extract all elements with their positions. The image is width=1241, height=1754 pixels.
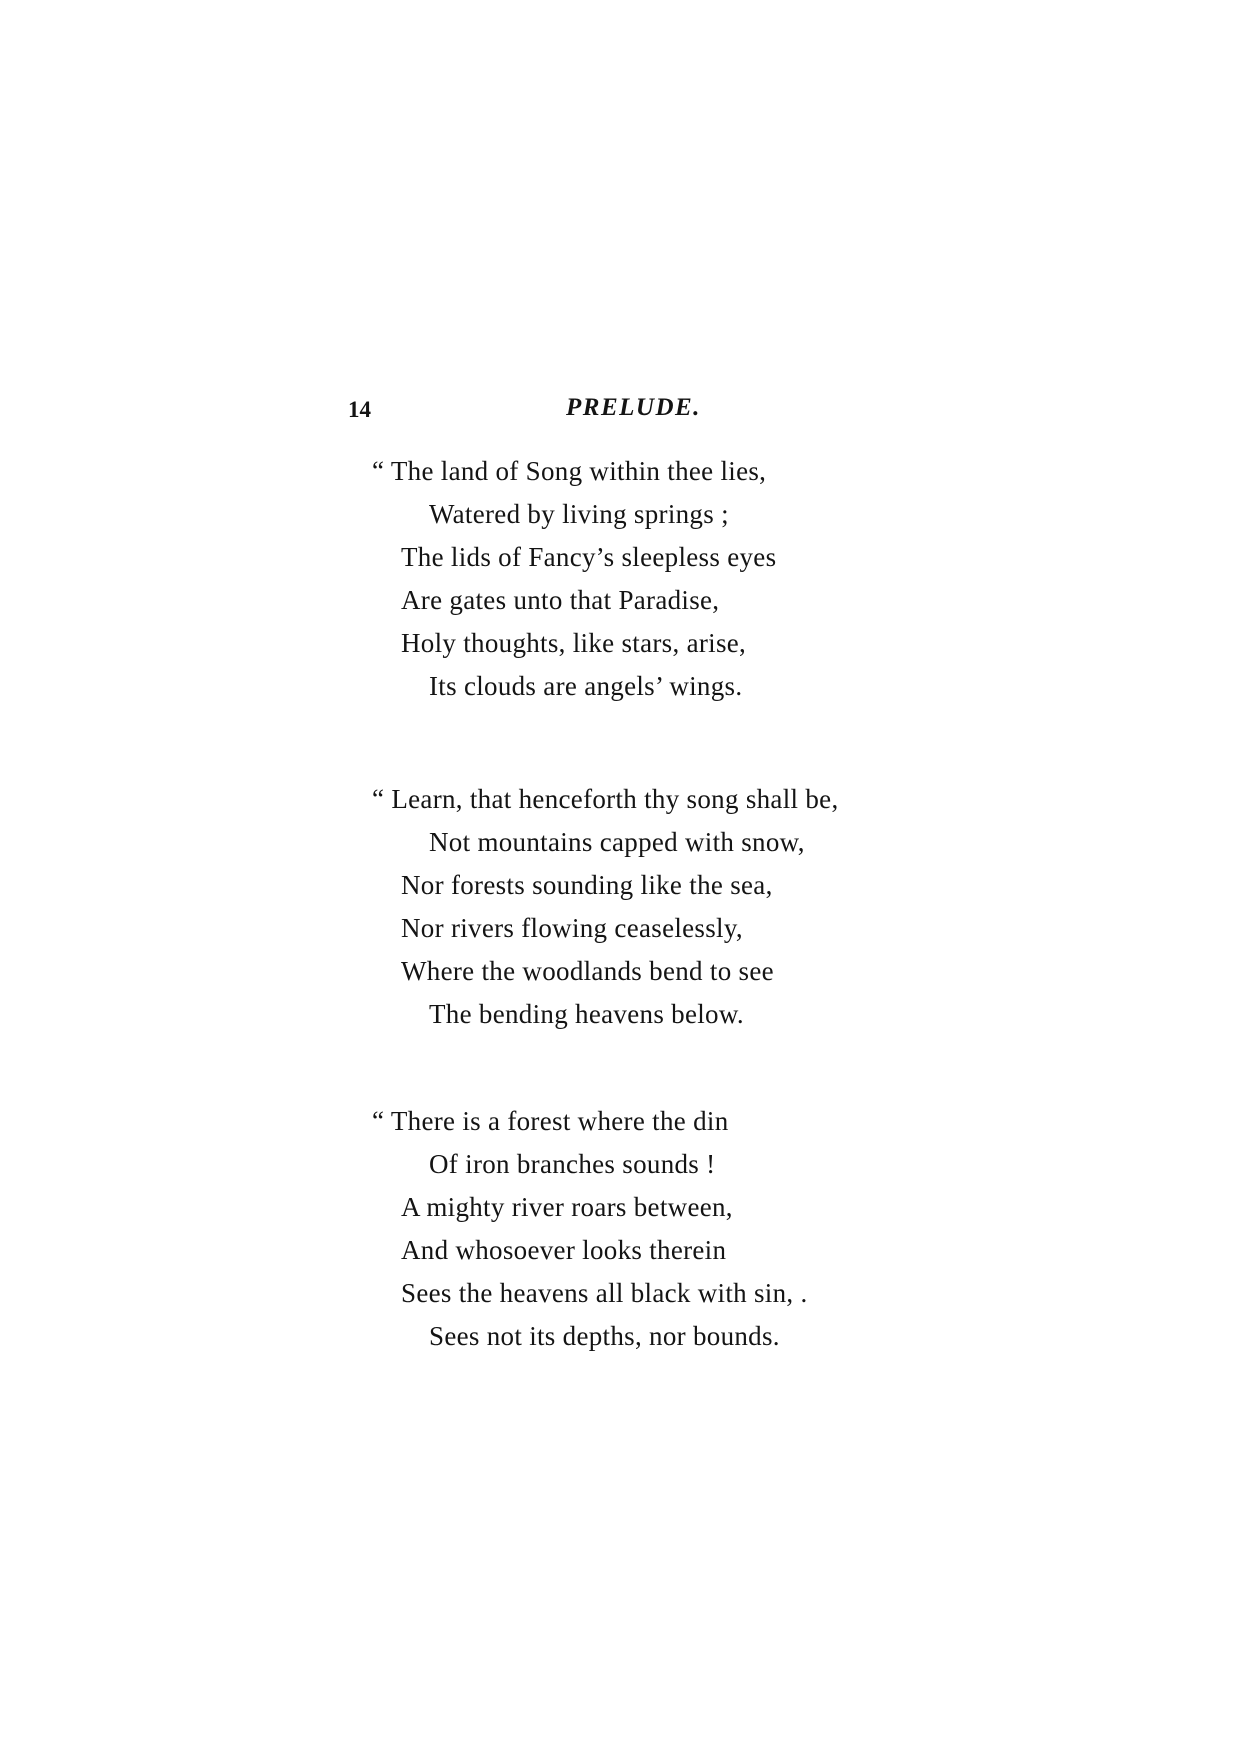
verse-line: “ The land of Song within thee lies, (372, 456, 767, 486)
verse-line: Where the woodlands bend to see (401, 956, 774, 986)
verse-line: The lids of Fancy’s sleepless eyes (401, 542, 777, 572)
verse-line: Are gates unto that Paradise, (401, 585, 720, 615)
verse-line: “ Learn, that henceforth thy song shall be, (372, 784, 839, 814)
verse-line: Of iron branches sounds ! (429, 1149, 716, 1179)
verse-line: Its clouds are angels’ wings. (429, 671, 743, 701)
verse-line: Nor rivers flowing ceaselessly, (401, 913, 743, 943)
verse-line: Holy thoughts, like stars, arise, (401, 628, 747, 658)
page-number: 14 (348, 397, 371, 422)
verse-line: Watered by living springs ; (429, 499, 729, 529)
verse-line: The bending heavens below. (429, 999, 744, 1029)
running-title: PRELUDE. (566, 394, 701, 421)
verse-line: Nor forests sounding like the sea, (401, 870, 773, 900)
verse-line: “ There is a forest where the din (372, 1106, 729, 1136)
verse-line: Not mountains capped with snow, (429, 827, 805, 857)
verse-line: Sees the heavens all black with sin, . (401, 1278, 808, 1308)
verse-line: And whosoever looks therein (401, 1235, 727, 1265)
verse-line: Sees not its depths, nor bounds. (429, 1321, 780, 1351)
verse-line: A mighty river roars between, (401, 1192, 733, 1222)
